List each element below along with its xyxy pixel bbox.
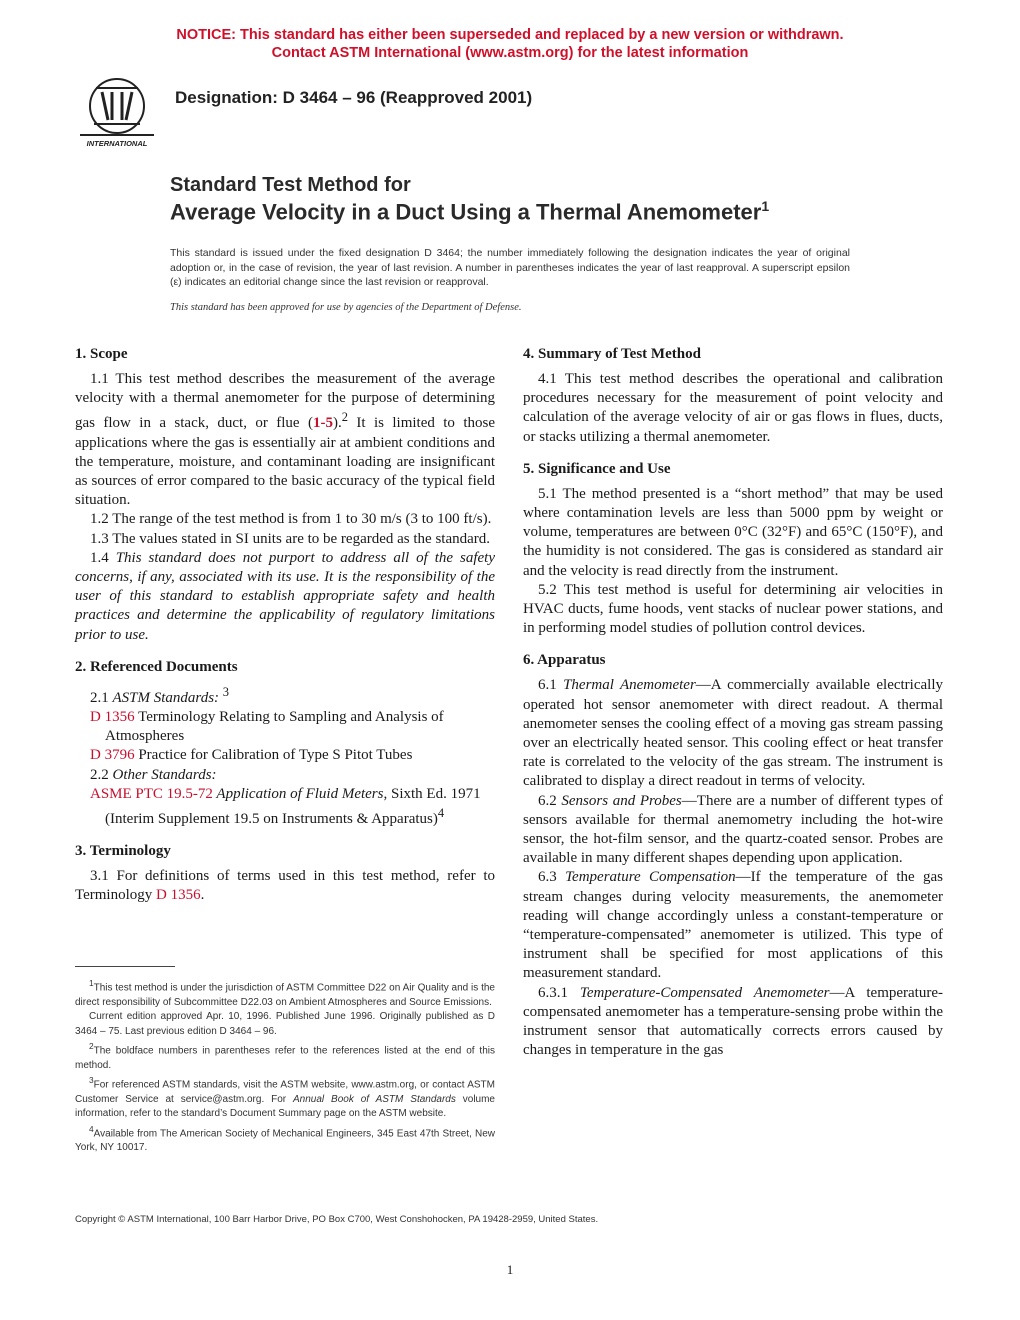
ref-d3796: D 3796 Practice for Calibration of Type S Pitot Tubes — [90, 747, 413, 764]
para-6-2: 6.2 Sensors and Probes—There are a number of different types of sensors available for thermal anemometry including the hot-wire sensor, the hot-film sensor, and the quartz-coated sensor. Probes are available in many different shapes depending upon application. — [523, 792, 944, 867]
left-column — [75, 344, 495, 906]
link-d1356[interactable]: D 1356 — [90, 709, 135, 726]
para-1-1: 1.1 This test method describes the measurement of the average velocity with a thermal anemometer for the purpose of determining gas flow in a stack, duct, or flue (1-5).$^2$ It is limited to those applications where the gas is essentially air at ambient conditions and the temperature, moisture, and contaminant loading are insignificant as sources of error compared to the basic accuracy of the typical field situation. — [75, 371, 495, 509]
para-3-1: 3.1 For definitions of terms used in this test method, refer to Terminology D 1356. — [75, 868, 495, 904]
astm-logo — [74, 74, 160, 150]
title-main: Average Velocity in a Duct Using a Thermal Anemometer — [170, 199, 762, 225]
para-4-1: 4.1 This test method describes the operational and calibration procedures necessary for the measurement of point velocity and calculation of the average velocity of air or gas flows in flues, ducts, or stacks utilizing a thermal anemometer. — [523, 371, 943, 445]
copyright: Copyright © ASTM International, 100 Barr Harbor Drive, PO Box C700, West Conshohocken, PA 19428-2959, United States. — [75, 1214, 599, 1225]
link-asme[interactable]: ASME PTC 19.5-72 — [90, 785, 213, 802]
para-5-2: 5.2 This test method is useful for determining air velocities in HVAC ducts, fume hoods, vent stacks of nuclear power stations, and in performing model studies of pollution control devices. — [523, 581, 943, 637]
title-line-1: Standard Test Method for — [170, 174, 411, 196]
footnote-1b: Current edition approved Apr. 10, 1996. Published June 1996. Originally published as D 3464 – 75. Last previous edition D 3464 – 96. — [75, 1011, 495, 1037]
notice-line-1: NOTICE: This standard has either been superseded and replaced by a new version or withdrawn. — [176, 27, 844, 43]
right-column — [523, 344, 943, 1061]
ref-d1356: D 1356 Terminology Relating to Sampling and Analysis of Atmospheres — [90, 709, 444, 745]
ref-asme: ASME PTC 19.5-72 Application of Fluid Meters, Sixth Ed. 1971 (Interim Supplement 19.5 on Instruments & Apparatus)$^4$ — [90, 785, 481, 828]
notice-line-2: Contact ASTM International (www.astm.org) for the latest information — [271, 45, 749, 61]
para-5-1: 5.1 The method presented is a “short method” that may be used where contamination levels are less than 5000 ppm by weight or volume, temperatures are between 0°C (32°F) and 65°C (150°F), and the humidity is not considered. The gas is considered as standard air and the velocity is read directly from the instrument. — [523, 485, 943, 579]
title-footnote-mark: 1 — [761, 198, 770, 214]
logo-subtext: INTERNATIONAL — [86, 139, 148, 148]
link-d3796[interactable]: D 3796 — [90, 747, 135, 764]
page-number: 1 — [506, 1262, 514, 1277]
section-1-heading: 1. Scope — [75, 346, 128, 362]
para-2-2: 2.2 Other Standards: — [90, 766, 217, 783]
para-6-1: 6.1 Thermal Anemometer—A commercially available electrically operated hot sensor anemometer with direct readout. A thermal anemometer senses the cooling effect of a moving gas stream passing over an electrically heated sensor. This cooling effect or heat transfer rate is correlated to the velocity of the gas stream. The instrument is calibrated to display a direct readout in terms of velocity. — [523, 677, 943, 790]
section-4-heading: 4. Summary of Test Method — [523, 346, 701, 362]
footnote-3: $^3$For referenced ASTM standards, visit the ASTM website, www.astm.org, or contact ASTM Customer Service at service@astm.org. For Annual Book of ASTM Standards volume information, refer to the standard’s Document Summary page on the ASTM website. — [75, 1075, 495, 1120]
astm-logo-icon — [74, 74, 160, 150]
title-line-2 — [170, 198, 769, 225]
ref-link-1-5[interactable]: 1-5 — [312, 415, 333, 432]
footnotes — [75, 976, 495, 1156]
section-5-heading: 5. Significance and Use — [523, 460, 671, 477]
para-1-2: 1.2 The range of the test method is from 1 to 30 m/s (3 to 100 ft/s). — [90, 511, 492, 528]
footnote-rule — [75, 966, 175, 967]
para-6-3: 6.3 Temperature Compensation—If the temperature of the gas stream changes during velocity measurements, the anemometer reading will change accordingly unless a constant-temperature or “temperature-compensated” anemometer is utilized. This type of instrument shall be specified for most applications of this measurement standard. — [523, 869, 943, 982]
section-3-heading: 3. Terminology — [75, 843, 171, 860]
para-2-1: 2.1 ASTM Standards: $^3$ — [90, 684, 230, 706]
footnote-2: $^2$The boldface numbers in parentheses refer to the references listed at the end of this method. — [75, 1040, 495, 1071]
link-d1356-term[interactable]: D 1356 — [156, 887, 201, 904]
issued-note: This standard is issued under the fixed designation D 3464; the number immediately following the designation indicates the year of original adoption or, in the case of revision, the year of last revision. A number in parentheses indicates the year of last reapproval. A superscript epsilon (ε) indicates an editorial change since the last revision or reapproval. — [170, 247, 850, 288]
footnote-4: $^4$Available from The American Society of Mechanical Engineers, 345 East 47th Street, New York, NY 10017. — [75, 1123, 495, 1154]
para-1-4: 1.4 This standard does not purport to address all of the safety concerns, if any, associated with its use. It is the responsibility of the user of this standard to establish appropriate safety and health practices and determine the applicability of regulatory limitations prior to use. — [75, 549, 496, 643]
section-2-heading: 2. Referenced Documents — [75, 658, 238, 675]
para-1-3: 1.3 The values stated in SI units are to be regarded as the standard. — [90, 530, 491, 547]
section-6-heading: 6. Apparatus — [523, 652, 606, 669]
designation: Designation: D 3464 – 96 (Reapproved 2001) — [175, 88, 533, 107]
approved-note: This standard has been approved for use by agencies of the Department of Defense. — [170, 302, 522, 313]
notice-banner — [0, 26, 1020, 62]
para-6-3-1: 6.3.1 Temperature-Compensated Anemometer—A temperature-compensated anemometer has a temperature-sensing probe within the instrument sensor that automatically corrects errors caused by changes in temperature in the gas — [523, 984, 943, 1059]
footnote-1: $^1$This test method is under the jurisdiction of ASTM Committee D22 on Air Quality and is the direct responsibility of Subcommittee D22.03 on Ambient Atmospheres and Source Emissions. — [75, 978, 495, 1008]
